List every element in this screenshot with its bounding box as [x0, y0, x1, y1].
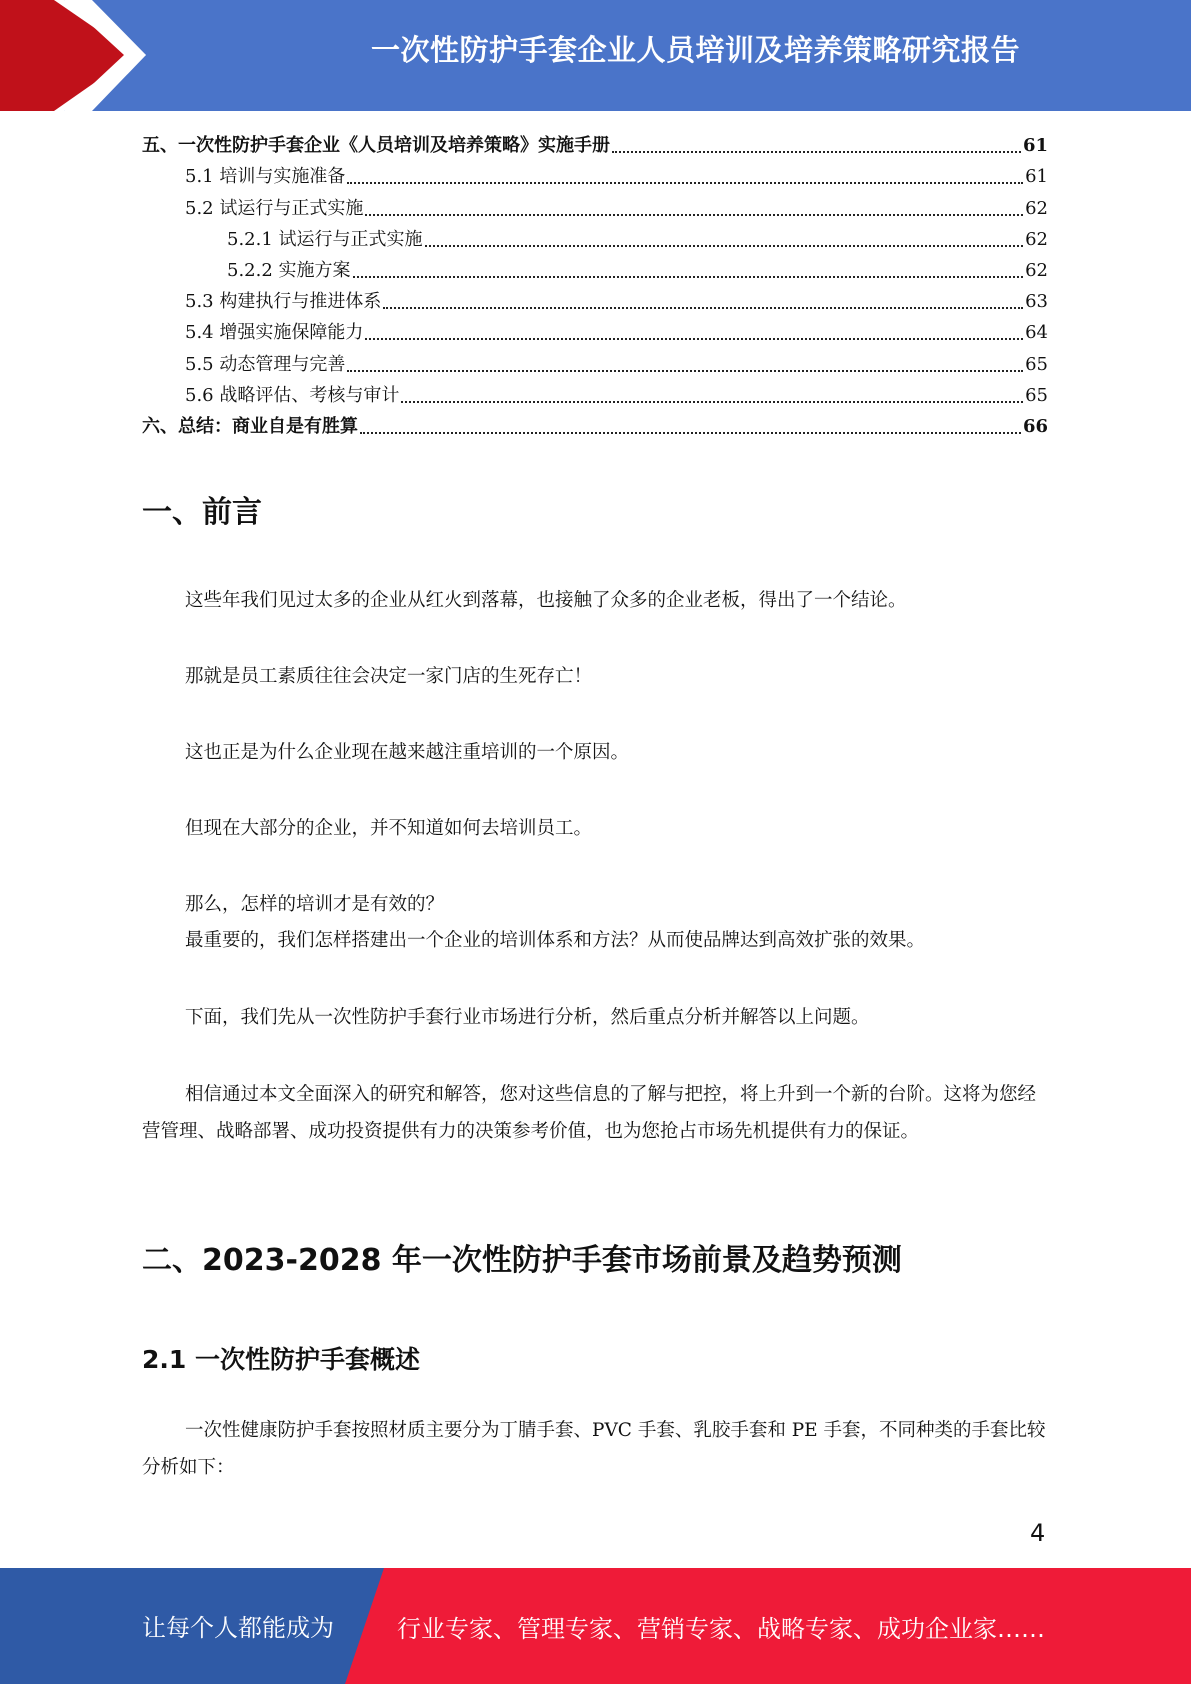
- toc-entry[interactable]: [142, 411, 1048, 442]
- preface-paragraph: 下面，我们先从一次性防护手套行业市场进行分析，然后重点分析并解答以上问题。: [185, 1007, 870, 1028]
- toc-dot-leader: [425, 245, 1024, 247]
- toc-entry[interactable]: [142, 192, 1048, 223]
- toc-entry-page: 62: [1025, 259, 1048, 281]
- toc-entry-label: 5.2.2 实施方案: [227, 259, 351, 281]
- preface-paragraph: 这些年我们见过太多的企业从红火到落幕，也接触了众多的企业老板，得出了一个结论。: [185, 590, 907, 611]
- toc-entry-label: 5.4 增强实施保障能力: [185, 322, 364, 344]
- toc-dot-leader: [365, 338, 1023, 340]
- toc-entry-label: 五、一次性防护手套企业《人员培训及培养策略》实施手册: [142, 135, 610, 157]
- preface-paragraph: 那就是员工素质往往会决定一家门店的生死存亡！: [185, 666, 593, 687]
- toc-entry-page: 65: [1025, 353, 1048, 375]
- toc-entry-label: 5.5 动态管理与完善: [185, 353, 346, 375]
- toc-entry[interactable]: [142, 130, 1048, 161]
- toc-entry[interactable]: [142, 255, 1048, 286]
- toc-entry-page: 62: [1025, 228, 1048, 250]
- toc-entry-page: 62: [1025, 197, 1048, 219]
- toc-dot-leader: [383, 307, 1023, 309]
- toc-entry-label: 5.6 战略评估、考核与审计: [185, 384, 400, 406]
- toc-entry[interactable]: [142, 348, 1048, 379]
- toc-entry-label: 六、总结：商业自是有胜算: [142, 415, 358, 437]
- toc-entry-label: 5.2.1 试运行与正式实施: [227, 228, 423, 250]
- preface-heading: 一、前言: [142, 495, 262, 530]
- toc-entry[interactable]: [142, 161, 1048, 192]
- toc-entry-page: 65: [1025, 384, 1048, 406]
- toc-entry[interactable]: [142, 380, 1048, 411]
- toc-dot-leader: [401, 401, 1023, 403]
- toc-dot-leader: [347, 370, 1023, 372]
- toc-entry-page: 61: [1022, 135, 1048, 157]
- preface-paragraph: 但现在大部分的企业，并不知道如何去培训员工。: [185, 818, 593, 839]
- toc-entry-label: 5.3 构建执行与推进体系: [185, 291, 382, 313]
- overview-subheading: 2.1 一次性防护手套概述: [142, 1345, 420, 1374]
- header-arrow-graphic: [0, 0, 200, 111]
- toc-entry-page: 61: [1025, 166, 1048, 188]
- overview-paragraph: 一次性健康防护手套按照材质主要分为丁腈手套、PVC 手套、乳胶手套和 PE 手套，不同种类的手套比较分析如下：: [142, 1420, 1046, 1478]
- toc-dot-leader: [360, 432, 1021, 434]
- footer-banner: [0, 1568, 1191, 1684]
- table-of-contents: [142, 130, 1048, 442]
- toc-dot-leader: [365, 214, 1023, 216]
- footer-slogan-left: 让每个人都能成为: [142, 1614, 334, 1642]
- toc-dot-leader: [612, 151, 1021, 153]
- preface-paragraph: 相信通过本文全面深入的研究和解答，您对这些信息的了解与把控，将上升到一个新的台阶。这将为您经营管理、战略部署、成功投资提供有力的决策参考价值，也为您抢占市场先机提供有力的保证。: [142, 1084, 1037, 1142]
- header-banner: [0, 0, 1191, 111]
- toc-entry-page: 63: [1025, 291, 1048, 313]
- preface-paragraph: 这也正是为什么企业现在越来越注重培训的一个原因。: [185, 742, 630, 763]
- toc-entry-label: 5.2 试运行与正式实施: [185, 197, 364, 219]
- preface-paragraph: 最重要的，我们怎样搭建出一个企业的培训体系和方法？从而使品牌达到高效扩张的效果。: [185, 930, 926, 951]
- toc-dot-leader: [347, 182, 1023, 184]
- page-number: 4: [1030, 1519, 1046, 1547]
- toc-dot-leader: [353, 276, 1024, 278]
- footer-slogan-right: 行业专家、管理专家、营销专家、战略专家、成功企业家……: [397, 1615, 1045, 1643]
- toc-entry[interactable]: [142, 286, 1048, 317]
- toc-entry-page: 64: [1025, 322, 1048, 344]
- header-title: 一次性防护手套企业人员培训及培养策略研究报告: [370, 33, 1020, 67]
- toc-entry[interactable]: [142, 224, 1048, 255]
- market-heading: 二、2023-2028 年一次性防护手套市场前景及趋势预测: [142, 1243, 902, 1278]
- toc-entry-label: 5.1 培训与实施准备: [185, 166, 346, 188]
- preface-paragraph: 那么，怎样的培训才是有效的？: [185, 894, 445, 915]
- toc-entry[interactable]: [142, 317, 1048, 348]
- toc-entry-page: 66: [1022, 415, 1048, 437]
